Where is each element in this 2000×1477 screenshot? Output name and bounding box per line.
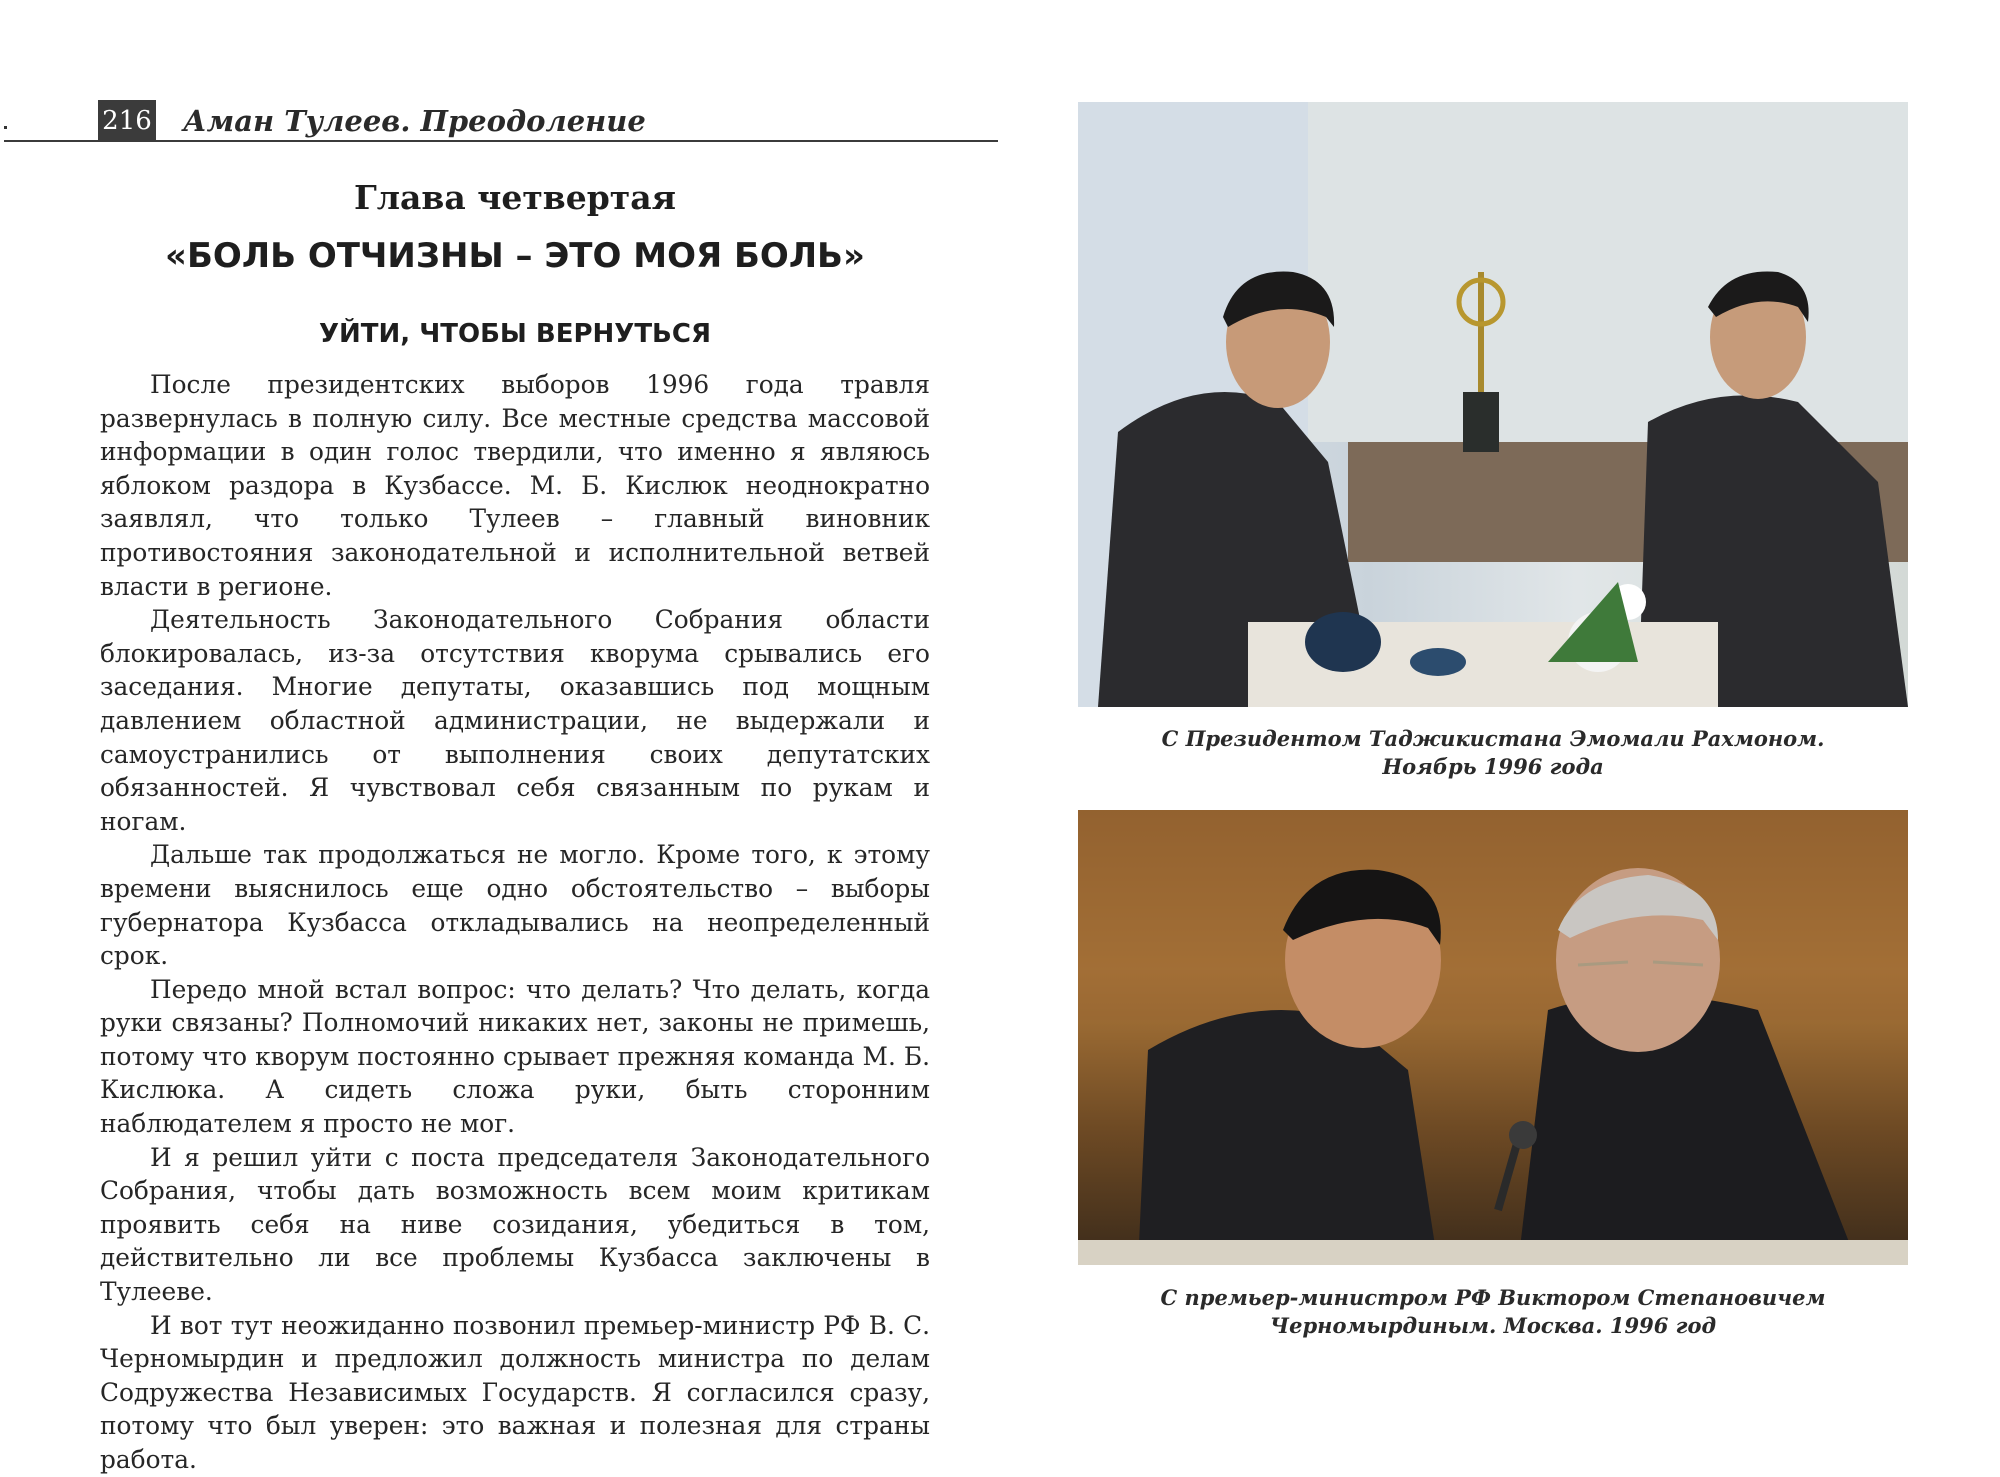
wallpaper (1308, 102, 1908, 442)
teacup (1410, 648, 1466, 676)
paragraph: И вот тут неожиданно позвонил премьер-министр РФ В. С. Черномырдин и предложил должность министра по делам Содружества Независимых Государств. Я согласился сразу, потому что был уверен: это важная и полезная для страны работа. (100, 1310, 930, 1474)
running-header (0, 100, 1000, 142)
caption-line: Черномырдиным. Москва. 1996 год (1269, 1313, 1717, 1338)
paragraph: Дальше так продолжаться не могло. Кроме того, к этому времени выяснилось еще одно обстоятельство – выборы губернатора Кузбасса откладывались на неопределенный срок. (100, 840, 930, 971)
tapestry (1078, 810, 1908, 1020)
paragraph: Передо мной встал вопрос: что делать? Что делать, когда руки связаны? Полномочий никаких нет, законы не примешь, потому что кворум постоянно срывает прежняя команда М. Б. Кислюка. А сидеть сложа руки, быть сторонним наблюдателем я просто не мог. (100, 974, 930, 1139)
paragraph: Деятельность Законодательного Собрания области блокировалась, из-за отсутствия кворума срывались его заседания. Многие депутаты, оказавшись под мощным давлением областной администрации, не выдержали и самоустранились от выполнения своих депутатских обязанностей. Я чувствовал себя связанным по рукам и ногам. (100, 605, 930, 836)
chapter-title: «БОЛЬ ОТЧИЗНЫ – ЭТО МОЯ БОЛЬ» (165, 236, 865, 276)
man-right-suit (1518, 995, 1858, 1265)
candelabra-base (1463, 392, 1499, 452)
header-rule (4, 140, 998, 142)
page-number: 216 (98, 100, 156, 142)
body-text (100, 368, 930, 1477)
caption-line: Ноябрь 1996 года (1382, 754, 1604, 779)
caption-line: С Президентом Таджикистана Эмомали Рахмоном. (1161, 726, 1825, 751)
photo-meeting-chernomyrdin (1078, 810, 1908, 1265)
caption-line: С премьер-министром РФ Виктором Степановичем (1160, 1285, 1826, 1310)
photo-illustration (1078, 102, 1908, 707)
paragraph: И я решил уйти с поста председателя Законодательного Собрания, чтобы дать возможность всем моим критикам проявить себя на ниве созидания, убедиться в том, действительно ли все проблемы Кузбасса заключены в Тулееве. (100, 1142, 930, 1307)
man-left-suit (1138, 1010, 1438, 1265)
photo-meeting-rahmon (1078, 102, 1908, 707)
right-page (1040, 0, 2000, 1422)
microphone-head (1509, 1121, 1537, 1149)
microphone (1498, 1140, 1518, 1210)
photo-caption (1078, 725, 1908, 781)
teapot (1305, 612, 1381, 672)
photo-illustration (1078, 810, 1908, 1265)
book-title: Аман Тулеев. Преодоление (183, 104, 646, 138)
photo-caption (1078, 1284, 1908, 1340)
chapter-label: Глава четвертая (353, 178, 677, 217)
table-papers (1078, 1240, 1908, 1265)
paragraph: После президентских выборов 1996 года травля развернулась в полную силу. Все местные средства массовой информации в один голос твердили, что именно я являюсь яблоком раздора в Кузбассе. М. Б. Кислюк неоднократно заявлял, что только Тулеев – главный виновник противостояния законодательной и исполнительной ветвей власти в регионе. (100, 370, 930, 601)
section-title: УЙТИ, ЧТОБЫ ВЕРНУТЬСЯ (319, 319, 711, 349)
